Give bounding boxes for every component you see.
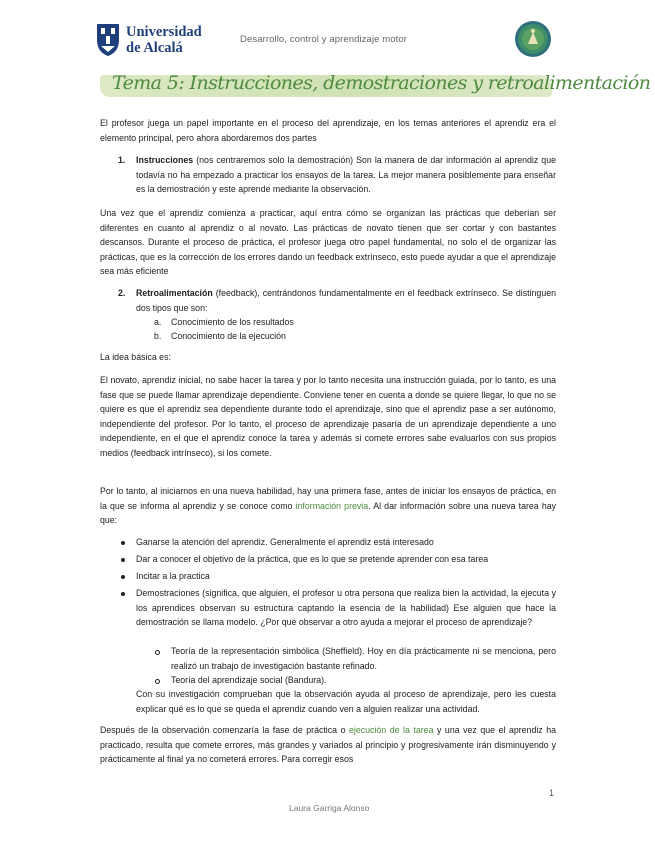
bullet-item-1: Ganarse la atención del aprendiz. Generalmente el aprendiz está interesado bbox=[136, 537, 434, 547]
sub-item-a: Conocimiento de los resultados bbox=[171, 317, 294, 327]
novice-paragraph: El novato, aprendiz inicial, no sabe hacer la tarea y por lo tanto necesita una instrucción guiada, por lo tanto, es una fase que se puede llamar aprendizaje dependiente. Conviene tener en cuenta a donde se quiere llegar, lo que no se quiere es que el aprendiz sea dependiente durante todo el aprendizaje, sino que el aprendiz pase a ser autónomo, independiente del profesor. Por lo tanto, el proceso de aprendizaje pasaría de un aprendizaje dependiente a uno independiente, en el que el aprendiz conoce la tarea y además si comete errores sabe evaluarlos con sus propios medios (feedback intrínseco), si los comete. bbox=[100, 375, 556, 458]
title-banner bbox=[100, 72, 651, 100]
sub-item-b: Conocimiento de la ejecución bbox=[171, 331, 286, 341]
sub-bullet-circle bbox=[155, 679, 160, 684]
university-line-1: Universidad bbox=[126, 24, 202, 40]
sub-bullet-circle bbox=[155, 650, 160, 655]
item-2-term: Retroalimentación bbox=[136, 288, 213, 298]
item-1-text bbox=[136, 153, 556, 197]
item-2-text bbox=[136, 286, 556, 315]
bullet-item-3: Incitar a la practica bbox=[136, 571, 210, 581]
prior-info-before: Por lo tanto, al iniciarnos en una nueva habilidad, hay una primera fase, antes de iniciar los ensayos de práctica, en la que se informa al aprendiz y se conoce como bbox=[100, 486, 556, 511]
university-logo bbox=[93, 22, 208, 60]
bullet-followup: Con su investigación comprueban que la observación ayuda al proceso de aprendizaje, pero les cuesta explicar qué es lo que se queda el aprendiz cuando ven a alguien realizar una actividad. bbox=[136, 689, 556, 714]
sub-item-b-marker: b. bbox=[154, 331, 162, 341]
intro-paragraph: El profesor juega un papel importante en el proceso del aprendizaje, en los temas anteriores el aprendiz era el elemento principal, pero ahora abordaremos dos partes bbox=[100, 118, 556, 143]
university-crest-icon bbox=[93, 22, 123, 58]
execution-highlight: ejecución de la tarea bbox=[349, 725, 434, 735]
university-line-2: de Alcalá bbox=[126, 40, 183, 56]
sub-bullet-2: Teoría del aprendizaje social (Bandura). bbox=[171, 675, 327, 685]
sub-item-a-marker: a. bbox=[154, 317, 162, 327]
idea-heading: La idea básica es: bbox=[100, 352, 171, 362]
item-2-number: 2. bbox=[118, 288, 126, 298]
sub-bullet-1: Teoría de la representación simbólica (Sheffield). Hoy en día prácticamente ni se menciona, pero realizó un trabajo de investigación bastante refinado. bbox=[171, 646, 556, 671]
item-2-body: (feedback), centrándonos fundamentalmente en el feedback extrínseco. Se distinguen dos tipos que son: bbox=[136, 288, 556, 313]
execution-after: y una vez que el aprendiz ha practicado, resulta que comete errores, más grandes y variados al principio y progresivamente irán disminuyendo y prácticamente al final ya no cometerá errores. Para corregir esos bbox=[100, 725, 557, 765]
bullet-dot bbox=[121, 541, 125, 545]
execution-before: Después de la observación comenzaría la fase de práctica o bbox=[100, 725, 350, 735]
bullet-dot bbox=[121, 558, 125, 562]
practice-paragraph: Una vez que el aprendiz comienza a practicar, aquí entra cómo se organizan las prácticas que deberían ser diferentes en cuanto al aprendiz o al novato. Las prácticas de novato tienen que ser cortar y con bastantes descansos. Durante el proceso de práctica, el profesor juega otro papel fundamental, no solo el de organizar las prácticas, que es la corrección de los errores dando un feedback extrínseco, esto puede ayudar a que el aprendizaje sea más eficiente bbox=[100, 208, 556, 277]
faculty-badge-icon bbox=[514, 20, 552, 58]
prior-info-highlight: información previa bbox=[295, 500, 369, 511]
bullet-item-2: Dar a conocer el objetivo de la práctica, que es lo que se pretende aprender con esa tarea bbox=[136, 554, 489, 564]
page-number: 1 bbox=[549, 788, 555, 798]
execution-paragraph bbox=[100, 723, 556, 767]
prior-info-after: . Al dar información sobre una nueva tarea hay que: bbox=[100, 500, 557, 526]
bullet-item-4: Demostraciones (significa, que alguien, el profesor u otra persona que realiza bien la actividad, la ejecuta y los aprendices observan su estructura captando la esencia de la habilidad) Ese alguien que hace la demostración se llama modelo. ¿Por qué observar a otro ayuda a mejorar el proceso de aprendizaje? bbox=[136, 588, 556, 628]
item-1-body: (nos centraremos solo la demostración) Son la manera de dar información al aprendiz que todavía no ha empezado a practicar los ensayos de la tarea. La mejor manera posiblemente para enseñar es la demostración y este aprende mediante la observación. bbox=[136, 155, 556, 195]
bullet-dot bbox=[121, 575, 125, 579]
bullet-dot bbox=[121, 592, 125, 596]
course-header: Desarrollo, control y aprendizaje motor bbox=[240, 34, 408, 45]
item-1-term: Instrucciones bbox=[136, 155, 194, 165]
footer-author: Laura Garriga Alonso bbox=[289, 803, 370, 813]
item-1-number: 1. bbox=[118, 155, 126, 165]
university-name bbox=[126, 24, 202, 56]
prior-info-paragraph bbox=[100, 484, 556, 528]
page-title: Tema 5: Instrucciones, demostraciones y retroalimentación bbox=[112, 72, 651, 94]
